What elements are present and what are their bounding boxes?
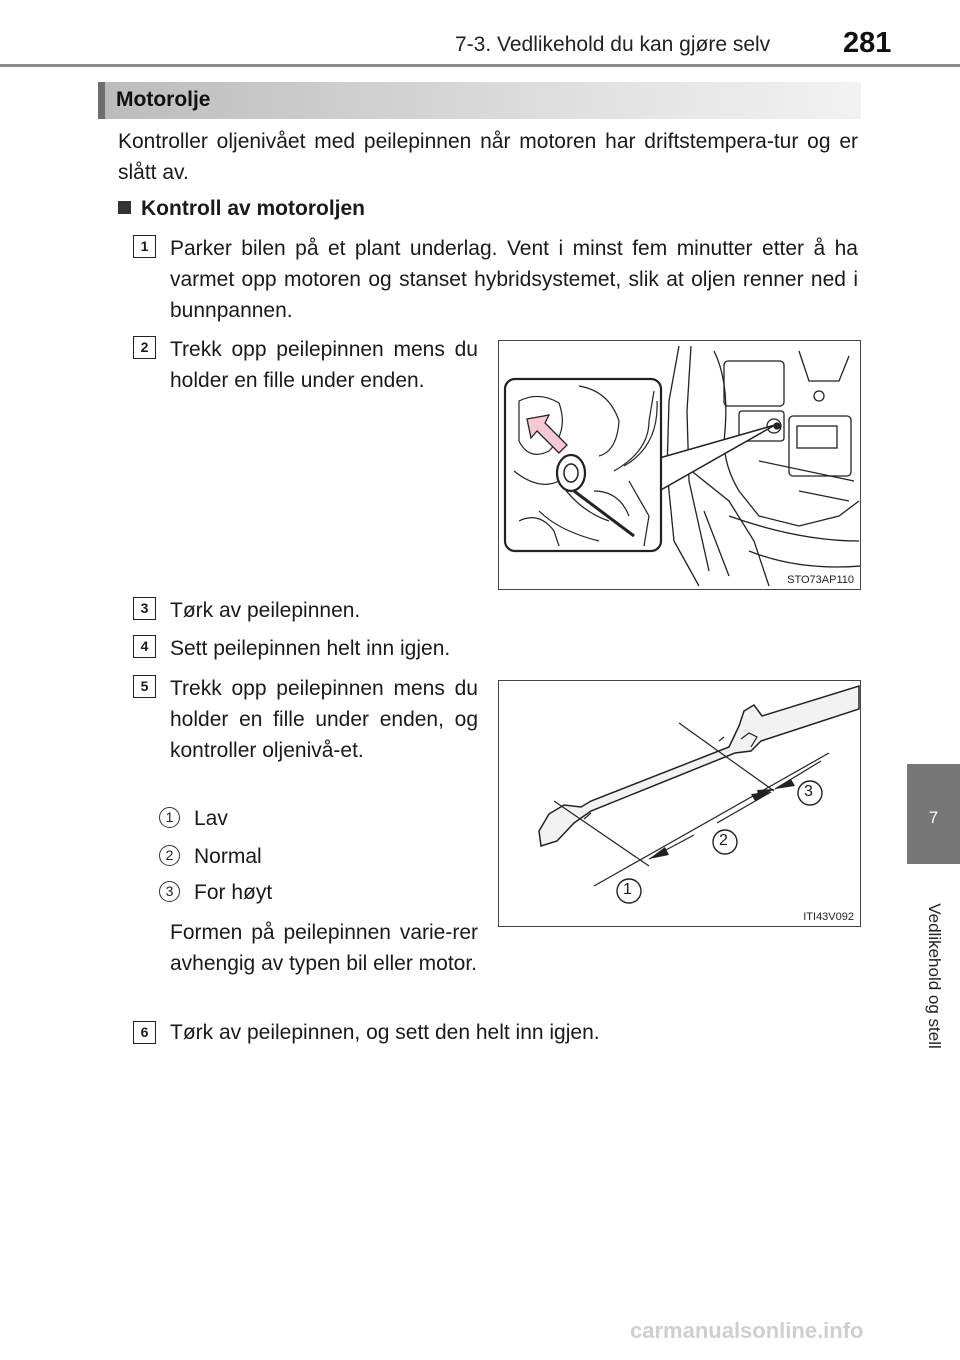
step-number-1: 1 <box>133 235 156 258</box>
step-number-5: 5 <box>133 675 156 698</box>
step-1-text: Parker bilen på et plant underlag. Vent i minst fem minutter etter å ha varmet opp motoren og stanset hybridsystemet, slik at oljen renner ned i bunnpannen. <box>170 237 858 322</box>
chapter-number: 7 <box>928 808 939 827</box>
watermark: carmanualsonline.info <box>630 1318 864 1343</box>
callout-1: 1 <box>623 881 632 898</box>
chapter-label: Vedlikehold og stell <box>924 903 944 1049</box>
step-4-text: Sett peilepinnen helt inn igjen. <box>170 637 451 660</box>
step-number-2: 2 <box>133 336 156 359</box>
step-number-6: 6 <box>133 1021 156 1044</box>
intro-paragraph: Kontroller oljenivået med peilepinnen når motoren har driftstempera-tur og er slått av. <box>118 130 858 184</box>
page-number: 281 <box>843 27 892 59</box>
figure-code: STO73AP110 <box>787 574 854 586</box>
level-label-too-high: For høyt <box>194 881 273 904</box>
subheading <box>118 197 365 221</box>
callout-3: 3 <box>804 783 813 800</box>
level-number-3: 3 <box>159 881 180 902</box>
step-number-4: 4 <box>133 635 156 658</box>
square-bullet-icon <box>118 201 131 214</box>
dipstick-note: Formen på peilepinnen varie-rer avhengig av typen bil eller motor. <box>170 921 478 975</box>
figure-code: ITI43V092 <box>803 911 854 923</box>
running-header: 7-3. Vedlikehold du kan gjøre selv <box>455 33 771 56</box>
section-title: Motorolje <box>116 88 211 111</box>
step-2-text: Trekk opp peilepinnen mens du holder en fille under enden. <box>170 338 478 392</box>
dipstick-figure <box>498 680 861 927</box>
subheading-text: Kontroll av motoroljen <box>141 197 366 220</box>
chapter-label-container <box>907 876 960 1076</box>
level-label-low: Lav <box>194 807 228 830</box>
header-rule <box>0 64 960 67</box>
engine-bay-illustration <box>499 341 861 590</box>
level-label-normal: Normal <box>194 845 262 868</box>
step-3-text: Tørk av peilepinnen. <box>170 599 361 622</box>
step-6-text: Tørk av peilepinnen, og sett den helt inn igjen. <box>170 1021 600 1044</box>
dipstick-illustration <box>499 681 861 927</box>
section-heading-bar <box>98 82 861 119</box>
chapter-tab <box>907 764 960 864</box>
level-number-2: 2 <box>159 845 180 866</box>
level-number-1: 1 <box>159 807 180 828</box>
step-number-3: 3 <box>133 597 156 620</box>
engine-bay-figure <box>498 340 861 590</box>
callout-2: 2 <box>719 832 728 849</box>
step-5-text: Trekk opp peilepinnen mens du holder en fille under enden, og kontroller oljenivå-et. <box>170 677 478 762</box>
